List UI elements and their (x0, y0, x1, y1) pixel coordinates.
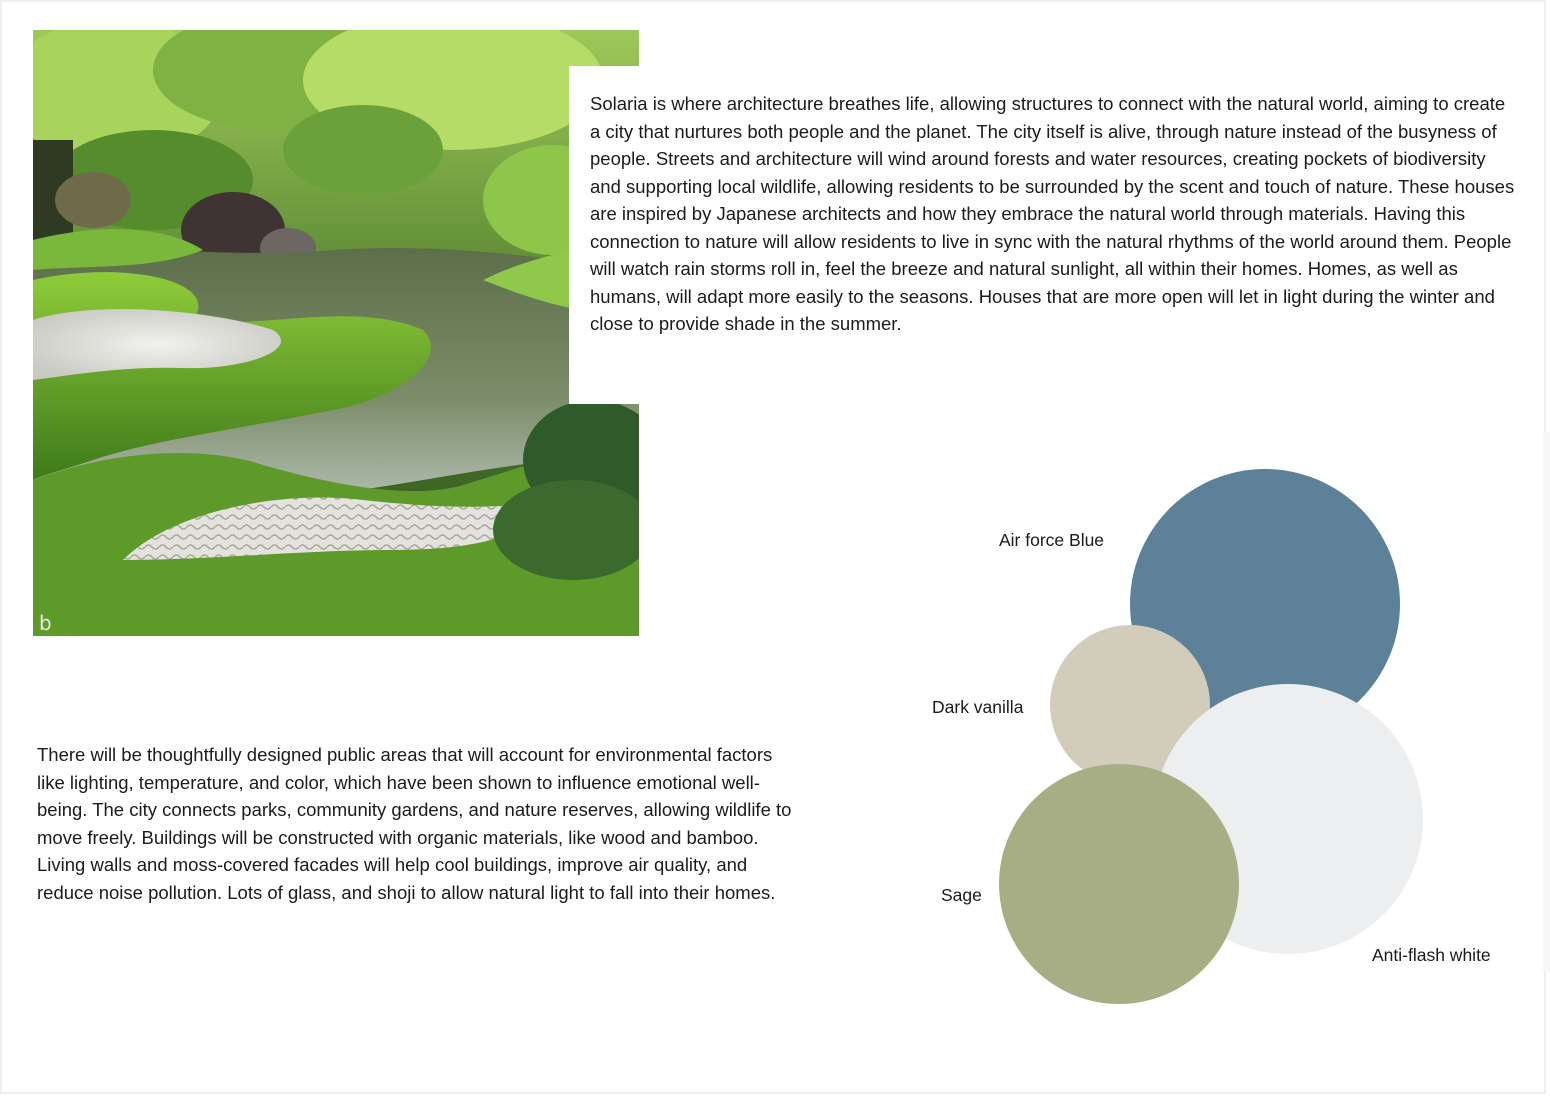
intro-paragraph: Solaria is where architecture breathes life, allowing structures to connect with the natural world, aiming to create a city that nurtures both people and the planet. The city itself is alive, through nature instead of the busyness of people. Streets and architecture will wind around forests and water resources, creating pockets of biodiversity and supporting local wildlife, allowing residents to be surrounded by the scent and touch of nature. These houses are inspired by Japanese architects and how they embrace the natural world through materials. Having this connection to nature will allow residents to live in sync with the natural rhythms of the world around them. People will watch rain storms roll in, feel the breeze and natural sunlight, all within their homes. Homes, as well as humans, will adapt more easily to the seasons. Houses that are more open will let in light during the winter and close to provide shade in the summer. (590, 93, 1515, 334)
page-edge-strip (1543, 432, 1550, 972)
label-air-force-blue: Air force Blue (999, 530, 1105, 550)
label-sage: Sage (941, 885, 982, 905)
photo-watermark: b (39, 611, 52, 635)
label-dark-vanilla: Dark vanilla (932, 697, 1024, 717)
label-anti-flash-white: Anti-flash white (1372, 945, 1491, 965)
swatch-sage (999, 764, 1239, 1004)
japanese-garden-photo (33, 30, 639, 636)
body-paragraph: There will be thoughtfully designed public areas that will account for environmental factors like lighting, temperature, and color, which have been shown to influence emotional well-being. The city connects parks, community gardens, and nature reserves, allowing wildlife to move freely. Buildings will be constructed with organic materials, like wood and bamboo. Living walls and moss-covered facades will help cool buildings, improve air quality, and reduce noise pollution. Lots of glass, and shoji to allow natural light to fall into their homes. (37, 744, 792, 903)
